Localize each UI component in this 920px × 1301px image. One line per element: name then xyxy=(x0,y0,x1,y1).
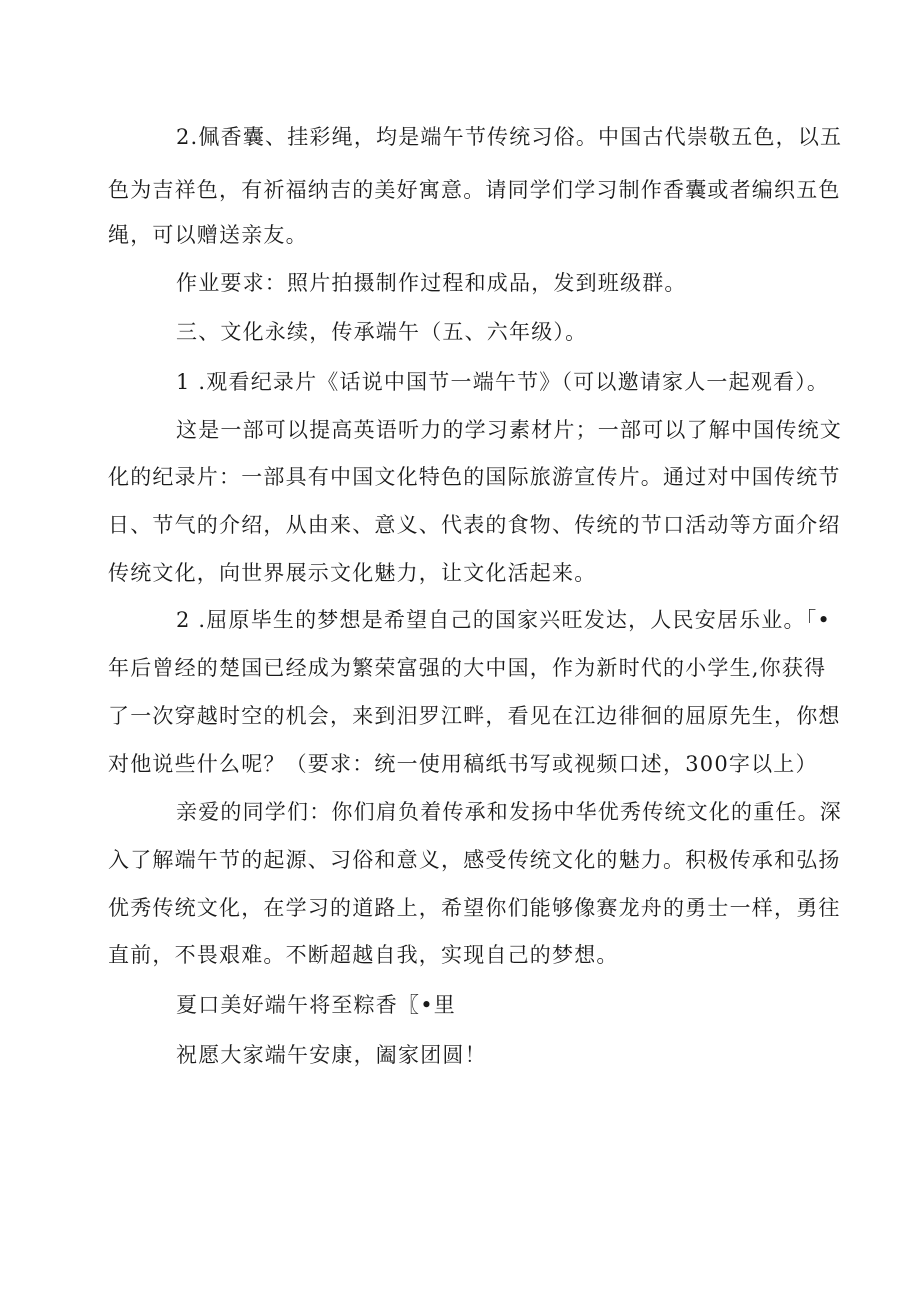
text-line: 入了解端午节的起源、习俗和意义，感受传统文化的魅力。积极传承和弘扬 xyxy=(108,848,841,872)
text-line: 1 .观看纪录片《话说中国节一端午节》（可以邀请家人一起观看）。 xyxy=(176,370,830,394)
text-line: 直前，不畏艰难。不断超越自我，实现自己的梦想。 xyxy=(108,943,619,967)
text-line: 三、文化永续，传承端午（五、六年级）。 xyxy=(176,320,588,344)
text-line: 色为吉祥色，有祈福纳吉的美好寓意。请同学们学习制作香囊或者编织五色 xyxy=(108,178,841,202)
text-line: 优秀传统文化，在学习的道路上，希望你们能够像赛龙舟的勇士一样，勇往 xyxy=(108,896,841,920)
text-line: 祝愿大家端午安康，阖家团圆！ xyxy=(176,1043,487,1067)
text-line: 2 .屈原毕生的梦想是希望自己的国家兴旺发达，人民安居乐业。「• xyxy=(176,608,831,632)
text-line: 亲爱的同学们：你们肩负着传承和发扬中华优秀传统文化的重任。深 xyxy=(176,800,842,824)
text-line: 日、节气的介绍，从由来、意义、代表的食物、传统的节口活动等方面介绍 xyxy=(108,513,841,537)
text-line: 了一次穿越时空的机会，来到汨罗江畔，看见在江边徘徊的屈原先生，你想 xyxy=(108,704,841,728)
text-line: 这是一部可以提高英语听力的学习素材片；一部可以了解中国传统文 xyxy=(176,418,842,442)
text-line: 化的纪录片：一部具有中国文化特色的国际旅游宣传片。通过对中国传统节 xyxy=(108,465,841,489)
text-line: 年后曾经的楚国已经成为繁荣富强的大中国，作为新时代的小学生,你获得 xyxy=(108,656,827,680)
text-line: 夏口美好端午将至粽香〖•里 xyxy=(176,993,456,1017)
text-line: 传统文化，向世界展示文化魅力，让文化活起来。 xyxy=(108,561,597,585)
text-line: 绳，可以赠送亲友。 xyxy=(108,223,308,247)
text-line: 对他说些什么呢？（要求：统一使用稿纸书写或视频口述，300字以上） xyxy=(108,752,818,776)
text-line: 2.佩香囊、挂彩绳，均是端午节传统习俗。中国古代崇敬五色，以五 xyxy=(176,125,843,149)
text-line: 作业要求：照片拍摄制作过程和成品，发到班级群。 xyxy=(176,271,687,295)
